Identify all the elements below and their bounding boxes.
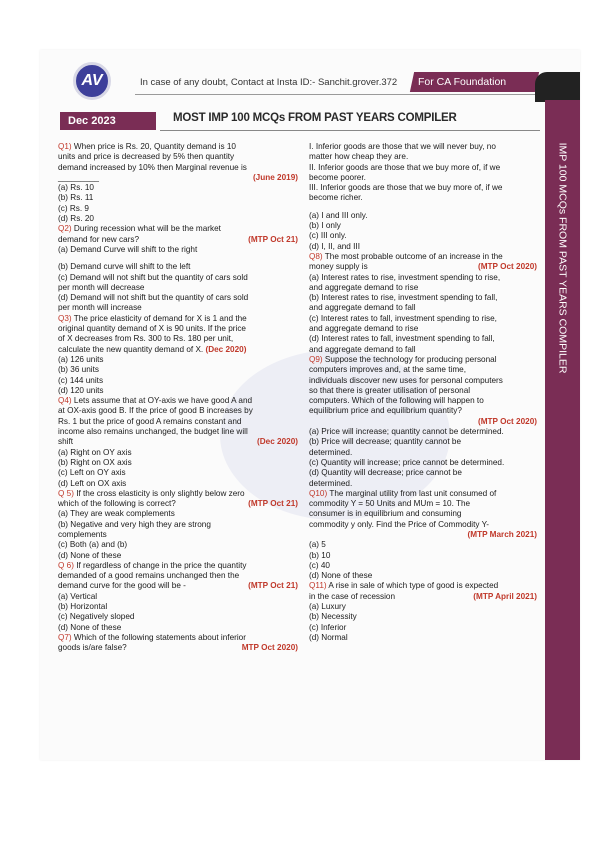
option: (b) Interest rates to rise, investment spending to fall, bbox=[309, 293, 498, 303]
text-line: per month will decrease bbox=[58, 282, 145, 292]
text-line: The price elasticity of demand for X is 1 and the bbox=[71, 313, 247, 323]
text-line: Q1) bbox=[58, 142, 72, 151]
option: (a) Luxury bbox=[309, 602, 346, 612]
corner-tab bbox=[535, 72, 580, 102]
text-line bbox=[309, 417, 537, 427]
question-text bbox=[309, 581, 537, 591]
text-line: equilibrium price and equilibrium quantity? bbox=[309, 406, 462, 416]
text-line: per month will increase bbox=[58, 303, 142, 313]
document-page bbox=[40, 50, 580, 760]
text-line: money supply is bbox=[309, 262, 368, 272]
option: (c) Negatively sloped bbox=[58, 612, 135, 622]
text-line bbox=[309, 204, 537, 211]
text-line: computers. Which of the following will happen to bbox=[309, 396, 484, 406]
text-line: demand for new cars? bbox=[58, 234, 140, 244]
exam-tag: (MTP Oct 2020) bbox=[478, 416, 537, 426]
exam-tag: (June 2019) bbox=[252, 172, 298, 182]
text-line: When price is Rs. 20, Quantity demand is 10 bbox=[71, 142, 236, 151]
text-line: Lets assume that at OY-axis we have good A and bbox=[71, 396, 253, 406]
option: (c) Demand will not shift but the quantity of cars sold bbox=[58, 272, 248, 282]
text-line: and aggregate demand to fall bbox=[309, 344, 416, 354]
text-line: During recession what will be the market bbox=[71, 224, 221, 234]
text-line: If regardless of change in the price the quantity bbox=[73, 560, 247, 570]
text-line: Q10) bbox=[309, 488, 328, 498]
text-line: II. Inferior goods are those that we buy more of, if we bbox=[309, 162, 501, 172]
option: (c) III only. bbox=[309, 231, 347, 241]
text-line: commodity Y = 50 Units and MUm = 10. The bbox=[309, 499, 471, 509]
text-line bbox=[58, 235, 298, 245]
text-line bbox=[58, 437, 298, 447]
text-line: at OX-axis good B. If the price of good B increases by bbox=[58, 406, 253, 416]
text-line: and aggregate demand to rise bbox=[309, 324, 419, 334]
foundation-banner: For CA Foundation bbox=[410, 72, 539, 92]
text-line bbox=[58, 581, 298, 591]
text-line: Q 6) bbox=[58, 560, 74, 570]
option: (a) Demand Curve will shift to the right bbox=[58, 244, 198, 254]
question-text bbox=[58, 396, 298, 406]
option: (d) None of these bbox=[58, 550, 122, 560]
side-band-label: IMP 100 MCQs FROM PAST YEARS COMPILER bbox=[556, 142, 569, 374]
text-line: Q9) bbox=[309, 354, 323, 364]
exam-tag: MTP Oct 2020) bbox=[241, 643, 298, 653]
date-badge: Dec 2023 bbox=[60, 112, 156, 130]
text-line: demand curve for the good will be - bbox=[58, 581, 186, 591]
text-line: income also remains unchanged, the budget line will bbox=[58, 427, 248, 437]
text-line: goods is/are false? bbox=[58, 643, 127, 653]
text-line: demanded of a good remains unchanged then the bbox=[58, 571, 240, 581]
option: (c) Left on OY axis bbox=[58, 468, 126, 478]
text-line: individuals discover new uses for personal computers bbox=[309, 375, 503, 385]
text-line: Q2) bbox=[58, 224, 72, 234]
text-line bbox=[58, 499, 298, 509]
exam-tag: (Dec 2020) bbox=[205, 344, 247, 354]
option: (b) Horizontal bbox=[58, 602, 108, 612]
exam-tag: (MTP Oct 21) bbox=[248, 581, 298, 591]
text-line: I. Inferior goods are those that we will never buy, no bbox=[309, 142, 496, 151]
question-text bbox=[309, 355, 537, 365]
option: (d) None of these bbox=[58, 622, 122, 632]
text-line bbox=[309, 530, 537, 540]
text-line: units and price is decreased by 5% then quantity bbox=[58, 152, 235, 162]
option: (b) Negative and very high they are strong bbox=[58, 519, 211, 529]
exam-tag: (MTP March 2021) bbox=[467, 529, 537, 539]
text-line bbox=[58, 255, 298, 262]
option: (d) Left on OX axis bbox=[58, 478, 127, 488]
left-column bbox=[58, 142, 298, 654]
text-line: matter how cheap they are. bbox=[309, 152, 409, 162]
text-line: Suppose the technology for producing personal bbox=[322, 354, 497, 364]
option: (d) Interest rates to fall, investment spending to fall, bbox=[309, 334, 495, 344]
text-line: Q 5) bbox=[58, 488, 74, 498]
option: (a) Price will increase; quantity cannot be determined. bbox=[309, 427, 504, 437]
option: (b) Rs. 11 bbox=[58, 193, 94, 203]
option: (d) Quantity will decrease; price cannot be bbox=[309, 468, 462, 478]
option: (d) 120 units bbox=[58, 385, 104, 395]
text-line bbox=[58, 173, 298, 183]
text-line: The marginal utility from last unit consumed of bbox=[327, 488, 497, 498]
text-line: so that there is greater utilisation of personal bbox=[309, 385, 471, 395]
text-line: determined. bbox=[309, 447, 353, 457]
text-line: If the cross elasticity is only slightly below zero bbox=[73, 488, 245, 498]
text-line: A rise in sale of which type of good is expected bbox=[326, 581, 499, 591]
option: (a) They are weak complements bbox=[58, 509, 175, 519]
text-line: determined. bbox=[309, 478, 353, 488]
text-line: in the case of recession bbox=[309, 591, 396, 601]
text-line: computers improves and, at the same time, bbox=[309, 365, 466, 375]
option: (b) Right on OX axis bbox=[58, 457, 132, 467]
option: (d) None of these bbox=[309, 571, 373, 581]
option: (a) Interest rates to rise, investment spending to rise, bbox=[309, 272, 501, 282]
text-line: consumer is in equilibrium and consuming bbox=[309, 509, 462, 519]
option: (d) Normal bbox=[309, 632, 348, 642]
option: (d) Demand will not shift but the quantity of cars sold bbox=[58, 293, 249, 303]
option: (c) Rs. 9 bbox=[58, 203, 89, 213]
option: (b) 36 units bbox=[58, 365, 99, 375]
text-line: of X decreases from Rs. 300 to Rs. 180 per unit, bbox=[58, 334, 234, 344]
option: (a) 5 bbox=[309, 540, 326, 550]
option: (c) Interest rates to fall, investment spending to rise, bbox=[309, 313, 497, 323]
text-line: demand increased by 10% then Marginal revenue is bbox=[58, 162, 247, 172]
question-text bbox=[58, 489, 298, 499]
question-text bbox=[58, 314, 298, 324]
text-line: shift bbox=[58, 437, 74, 447]
option: (b) Necessity bbox=[309, 612, 357, 622]
text-line: become richer. bbox=[309, 193, 363, 203]
option: (b) 10 bbox=[309, 550, 331, 560]
text-line: which of the following is correct? bbox=[58, 499, 176, 509]
av-logo: AV bbox=[73, 62, 111, 100]
question-text bbox=[309, 489, 537, 499]
text-line: The most probable outcome of an increase in the bbox=[322, 251, 503, 261]
text-line bbox=[309, 262, 537, 272]
text-line: Q3) bbox=[58, 313, 72, 323]
text-line: Which of the following statements about inferior bbox=[71, 632, 246, 642]
option: (b) Price will decrease; quantity cannot be bbox=[309, 437, 462, 447]
text-line: and aggregate demand to fall bbox=[309, 303, 416, 313]
exam-tag: (MTP Oct 21) bbox=[248, 499, 298, 509]
text-line: calculate the new quantity demand of X. bbox=[58, 344, 204, 354]
text-line: commodity y only. Find the Price of Commodity Y- bbox=[309, 519, 490, 529]
exam-tag: (MTP Oct 21) bbox=[248, 234, 298, 244]
right-column bbox=[309, 142, 537, 643]
exam-tag: (MTP April 2021) bbox=[473, 591, 537, 601]
option: (c) Inferior bbox=[309, 622, 347, 632]
question-text bbox=[58, 224, 298, 234]
text-line: complements bbox=[58, 529, 107, 539]
text-line: Q4) bbox=[58, 396, 72, 406]
text-line: III. Inferior goods are those that we buy more of, if we bbox=[309, 183, 503, 193]
option: (b) Demand curve will shift to the left bbox=[58, 262, 191, 272]
text-line bbox=[309, 592, 537, 602]
text-line bbox=[58, 345, 298, 355]
option: (a) Rs. 10 bbox=[58, 183, 94, 193]
text-line: _________ bbox=[58, 172, 99, 182]
question-text bbox=[58, 561, 298, 571]
contact-text: In case of any doubt, Contact at Insta ID:- Sanchit.grover.372 bbox=[140, 77, 398, 88]
page-title: MOST IMP 100 MCQs FROM PAST YEARS COMPILER bbox=[173, 112, 457, 124]
option: (c) Quantity will increase; price cannot be determined. bbox=[309, 457, 505, 467]
text-line: Q8) bbox=[309, 251, 323, 261]
text-line: original quantity demand of X is 90 units. If the price bbox=[58, 324, 246, 334]
text-line bbox=[58, 643, 298, 653]
text-line: Q7) bbox=[58, 632, 72, 642]
exam-tag: (MTP Oct 2020) bbox=[478, 262, 537, 272]
option: (c) Both (a) and (b) bbox=[58, 540, 128, 550]
option: (b) I only bbox=[309, 221, 341, 231]
option: (c) 144 units bbox=[58, 375, 104, 385]
question-text bbox=[309, 252, 537, 262]
text-line: Q11) bbox=[309, 581, 327, 591]
option: (a) I and III only. bbox=[309, 210, 368, 220]
question-text bbox=[58, 633, 298, 643]
title-underline bbox=[160, 130, 540, 131]
option: (a) Vertical bbox=[58, 591, 98, 601]
question-text bbox=[58, 142, 298, 152]
option: (a) Right on OY axis bbox=[58, 447, 132, 457]
exam-tag: (Dec 2020) bbox=[257, 437, 298, 447]
option: (a) 126 units bbox=[58, 354, 104, 364]
header-divider bbox=[135, 94, 535, 95]
text-line: and aggregate demand to rise bbox=[309, 282, 419, 292]
text-line: become poorer. bbox=[309, 172, 366, 182]
option: (c) 40 bbox=[309, 560, 330, 570]
text-line: Rs. 1 but the price of good A remains constant and bbox=[58, 416, 242, 426]
option: (d) I, II, and III bbox=[309, 241, 360, 251]
option: (d) Rs. 20 bbox=[58, 214, 94, 224]
